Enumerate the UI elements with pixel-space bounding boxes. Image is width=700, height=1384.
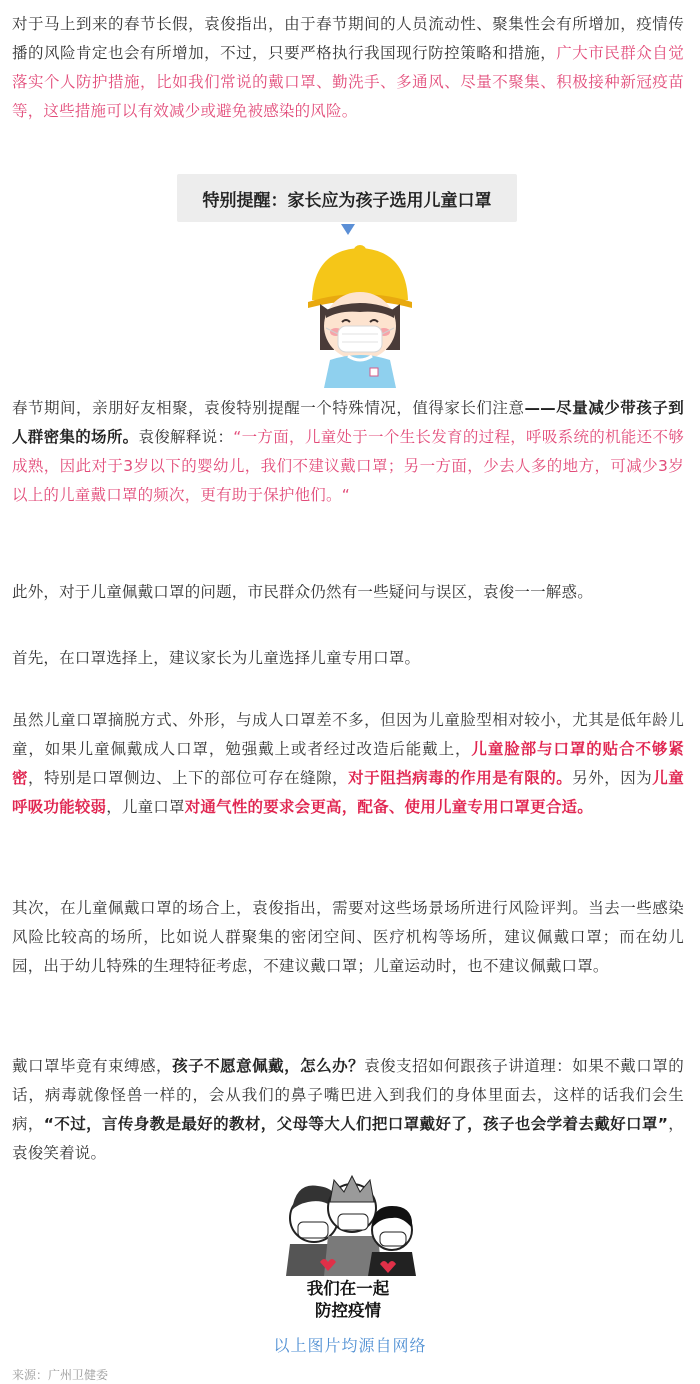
paragraph-6: 其次，在儿童佩戴口罩的场合上，袁俊指出，需要对这些场景场所进行风险评判。当去一些感染风险比较高的场所，比如说人群聚集的密闭空间、医疗机构等场所，建议佩戴口罩；而在幼儿园，出于幼儿特殊的生理特征考虑，不建议戴口罩；儿童运动时，也不建议佩戴口罩。 bbox=[12, 899, 684, 975]
paragraph-5 bbox=[12, 706, 684, 822]
paragraph-1 bbox=[12, 10, 684, 126]
p2-quote: “一方面，儿童处于一个生长发育的过程，呼吸系统的机能还不够成熟，因此对于3岁以下的婴幼儿，我们不建议戴口罩；另一方面，少去人多的地方，可减少3岁以上的儿童戴口罩的频次，更有助于保护他们。“ bbox=[12, 428, 684, 504]
p5-text-3: 另外，因为 bbox=[572, 769, 653, 787]
paragraph-7 bbox=[12, 1052, 684, 1168]
p7-question: 孩子不愿意佩戴，怎么办？ bbox=[172, 1057, 365, 1075]
paragraph-4: 首先，在口罩选择上，建议家长为儿童选择儿童专用口罩。 bbox=[12, 649, 421, 667]
source-note: 来源：广州卫健委 bbox=[12, 1368, 109, 1382]
banner-text: 特别提醒：家长应为孩子选用儿童口罩 bbox=[202, 190, 492, 211]
cartoon-caption bbox=[268, 1278, 428, 1322]
p5-highlight-1: 儿童脸部与口罩的贴合不够紧密 bbox=[12, 740, 684, 787]
p7-text-3: ，袁俊笑着说。 bbox=[12, 1115, 684, 1162]
p5-highlight-3: 儿童呼吸功能较弱 bbox=[12, 769, 684, 816]
cartoon-caption-line-2: 防控疫情 bbox=[315, 1301, 381, 1320]
p7-text-1: 戴口罩毕竟有束缚感， bbox=[12, 1057, 173, 1075]
p7-quote: “不过，言传身教是最好的教材，父母等大人们把口罩戴好了，孩子也会学着去戴好口罩” bbox=[43, 1115, 669, 1133]
p5-text-4: ，儿童口罩 bbox=[106, 798, 185, 816]
cartoon-caption-line-1: 我们在一起 bbox=[306, 1279, 390, 1298]
p5-highlight-2: 对于阻挡病毒的作用是有限的。 bbox=[348, 769, 573, 787]
p2-emphasis: ——尽量减少带孩子到人群密集的场所。 bbox=[12, 399, 684, 446]
image-credit-caption: 以上图片均源自网络 bbox=[273, 1336, 427, 1355]
p5-text-2: ，特别是口罩侧边、上下的部位可存在缝隙， bbox=[28, 769, 349, 787]
p5-text-1: 虽然儿童口罩摘脱方式、外形，与成人口罩差不多，但因为儿童脸型相对较小，尤其是低年龄儿童，如果儿童佩戴成人口罩，勉强戴上或者经过改造后能戴上， bbox=[12, 711, 684, 758]
family-mask-cartoon bbox=[268, 1172, 428, 1280]
p1-highlight: 广大市民群众自觉落实个人防护措施，比如我们常说的戴口罩、勤洗手、多通风、尽量不聚集、积极接种新冠疫苗等，这些措施可以有效减少或避免被感染的风险。 bbox=[12, 44, 684, 120]
paragraph-2 bbox=[12, 394, 684, 510]
p2-lead: 袁俊解释说： bbox=[138, 428, 234, 446]
reminder-banner bbox=[177, 174, 517, 222]
p2-text: 春节期间，亲朋好友相聚，袁俊特别提醒一个特殊情况，值得家长们注意 bbox=[12, 399, 525, 417]
child-mask-illustration bbox=[300, 238, 420, 388]
down-arrow-icon bbox=[341, 224, 355, 235]
paragraph-3: 此外，对于儿童佩戴口罩的问题，市民群众仍然有一些疑问与误区，袁俊一一解惑。 bbox=[12, 583, 593, 601]
p1-text: 对于马上到来的春节长假，袁俊指出，由于春节期间的人员流动性、聚集性会有所增加，疫情传播的风险肯定也会有所增加，不过，只要严格执行我国现行防控策略和措施， bbox=[12, 15, 684, 62]
p7-text-2: 袁俊支招如何跟孩子讲道理：如果不戴口罩的话，病毒就像怪兽一样的，会从我们的鼻子嘴巴进入到我们的身体里面去，这样的话我们会生病， bbox=[12, 1057, 684, 1133]
p5-highlight-4: 对通气性的要求会更高，配备、使用儿童专用口罩更合适。 bbox=[184, 798, 593, 816]
